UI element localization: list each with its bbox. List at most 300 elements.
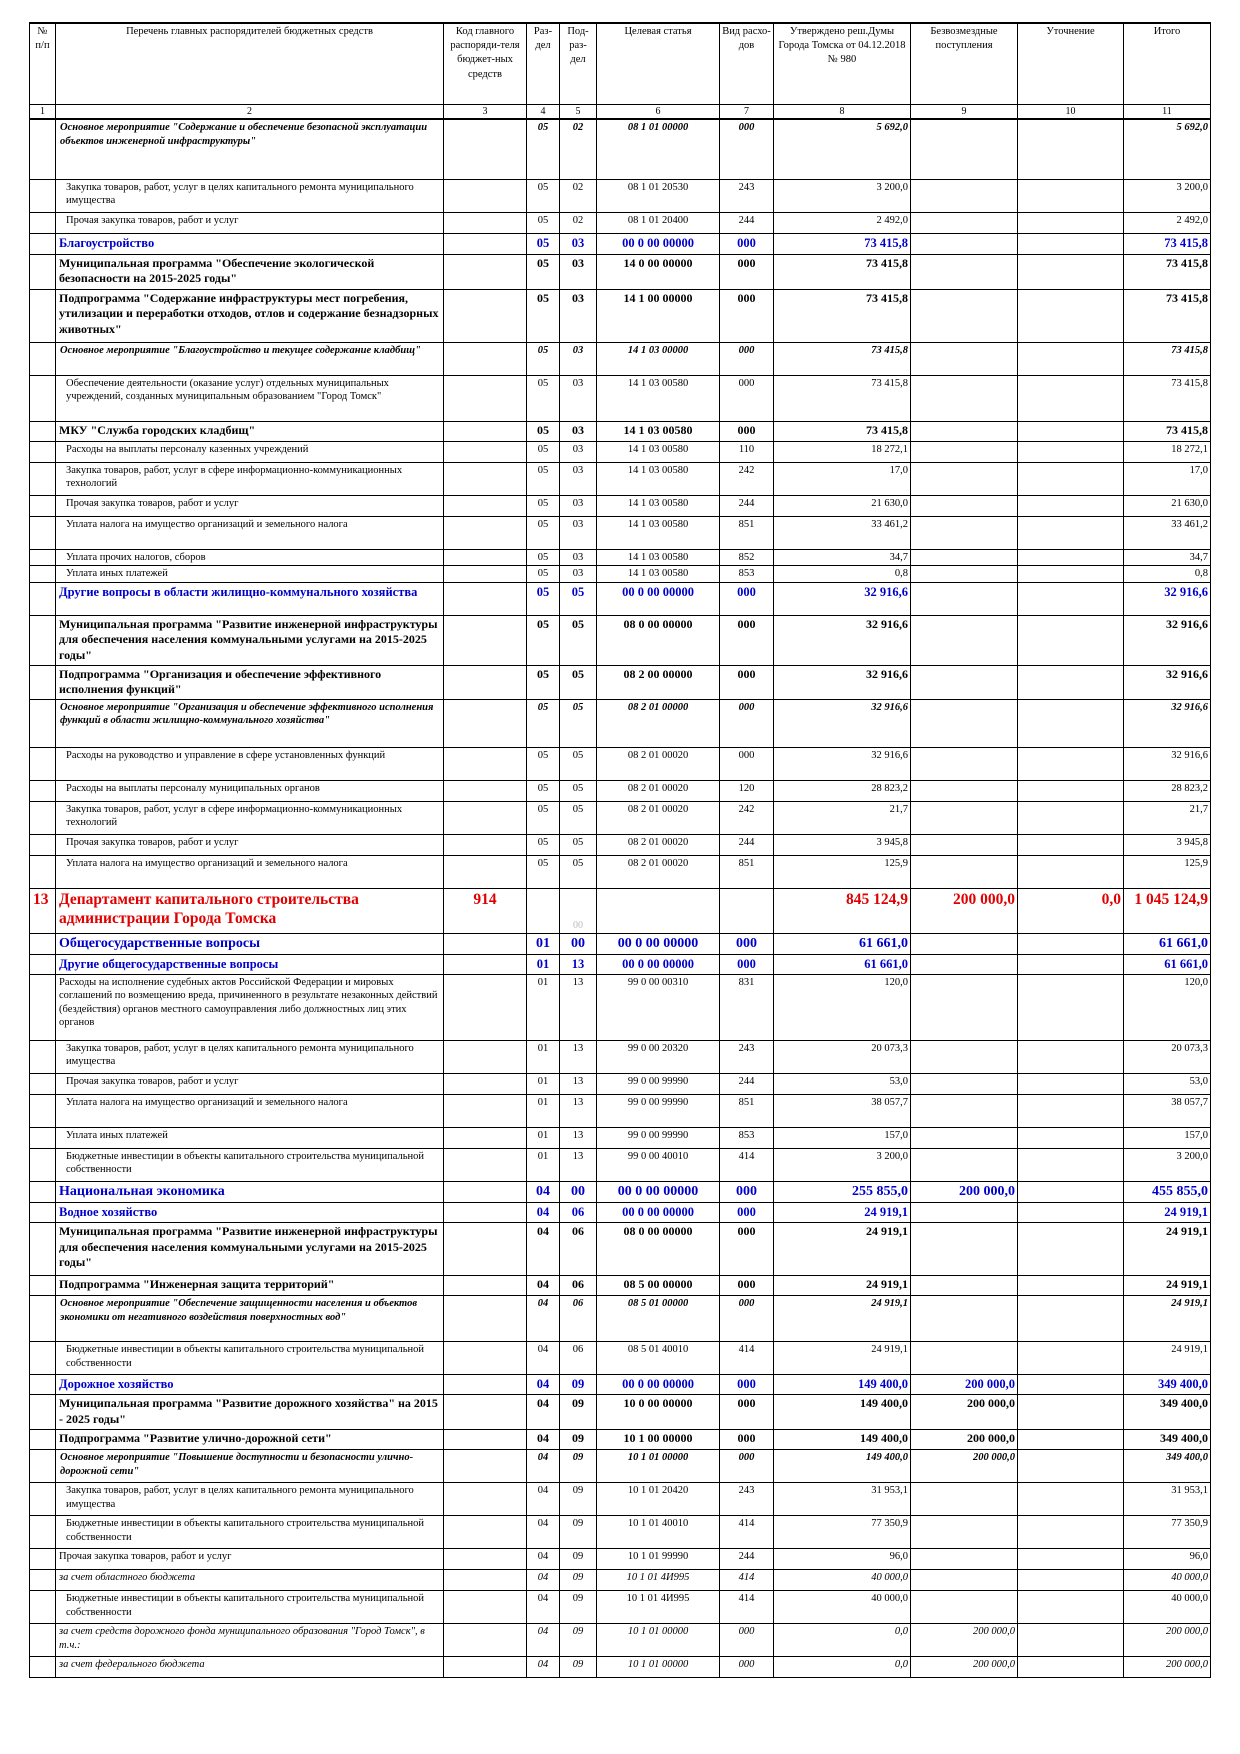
- row-podrazdel: 03: [560, 549, 597, 566]
- header-razdel: Раз-дел: [527, 23, 560, 105]
- table-row: [30, 1181, 1211, 1202]
- row-razdel: 01: [527, 1073, 560, 1094]
- row-number: [30, 582, 56, 615]
- row-free-receipts: [911, 1094, 1018, 1127]
- table-row: [30, 441, 1211, 462]
- row-code: [444, 1657, 527, 1678]
- table-row: [30, 179, 1211, 212]
- row-clarification: [1018, 254, 1124, 289]
- row-code: [444, 801, 527, 834]
- row-code: [444, 1094, 527, 1127]
- table-row: [30, 1296, 1211, 1342]
- row-name: Расходы на исполнение судебных актов Российской Федерации и мировых соглашений по возмещению вреда, причиненного в результате незаконных действий (бездействия) органов местного самоуправления либо должностных лиц этих органов: [56, 974, 444, 1040]
- row-number: [30, 1591, 56, 1624]
- row-total: 200 000,0: [1124, 1624, 1211, 1657]
- table-row: [30, 233, 1211, 254]
- row-podrazdel: 09: [560, 1549, 597, 1570]
- row-expense-type: 000: [720, 699, 774, 747]
- row-expense-type: 853: [720, 1127, 774, 1148]
- row-code: [444, 119, 527, 179]
- row-clarification: [1018, 441, 1124, 462]
- row-clarification: [1018, 233, 1124, 254]
- row-podrazdel: 05: [560, 582, 597, 615]
- row-podrazdel: 05: [560, 855, 597, 888]
- table-row: [30, 801, 1211, 834]
- row-name: Муниципальная программа "Развитие инженерной инфраструктуры для обеспечения населения коммунальными услугами на 2015-2025 годы": [56, 615, 444, 665]
- col-number: 11: [1124, 105, 1211, 120]
- row-clarification: [1018, 342, 1124, 375]
- table-row: [30, 1040, 1211, 1073]
- row-total: 20 073,3: [1124, 1040, 1211, 1073]
- row-podrazdel: 00: [560, 1181, 597, 1202]
- row-approved: 73 415,8: [774, 421, 911, 441]
- row-name: Национальная экономика: [56, 1181, 444, 1202]
- row-razdel: 01: [527, 933, 560, 954]
- row-approved: 24 919,1: [774, 1203, 911, 1223]
- row-podrazdel: 09: [560, 1483, 597, 1516]
- row-code: [444, 615, 527, 665]
- row-target-article: 00 0 00 00000: [597, 582, 720, 615]
- row-total: 21 630,0: [1124, 495, 1211, 516]
- row-target-article: 10 1 01 20420: [597, 1483, 720, 1516]
- col-number: 2: [56, 105, 444, 120]
- row-approved: 125,9: [774, 855, 911, 888]
- row-approved: 61 661,0: [774, 933, 911, 954]
- row-number: [30, 1395, 56, 1430]
- row-name: Расходы на руководство и управление в сфере установленных функций: [56, 747, 444, 780]
- row-approved: 21,7: [774, 801, 911, 834]
- row-clarification: [1018, 933, 1124, 954]
- row-approved: 3 200,0: [774, 179, 911, 212]
- row-clarification: [1018, 1395, 1124, 1430]
- row-code: [444, 549, 527, 566]
- row-name: Муниципальная программа "Развитие инженерной инфраструктуры для обеспечения населения коммунальными услугами на 2015-2025 годы": [56, 1223, 444, 1276]
- row-number: [30, 119, 56, 179]
- row-approved: 0,0: [774, 1657, 911, 1678]
- row-total: 24 919,1: [1124, 1276, 1211, 1296]
- row-expense-type: 000: [720, 342, 774, 375]
- row-code: [444, 954, 527, 974]
- col-number: 9: [911, 105, 1018, 120]
- row-approved: 0,0: [774, 1624, 911, 1657]
- row-podrazdel: 09: [560, 1624, 597, 1657]
- row-number: [30, 212, 56, 233]
- row-target-article: 99 0 00 99990: [597, 1127, 720, 1148]
- row-clarification: 0,0: [1018, 888, 1124, 933]
- row-code: [444, 1549, 527, 1570]
- row-number: [30, 1342, 56, 1375]
- row-number: [30, 1624, 56, 1657]
- row-total: 53,0: [1124, 1073, 1211, 1094]
- row-code: [444, 1276, 527, 1296]
- row-target-article: 08 2 01 00000: [597, 699, 720, 747]
- row-approved: 33 461,2: [774, 516, 911, 549]
- row-number: [30, 1450, 56, 1483]
- row-expense-type: 244: [720, 1549, 774, 1570]
- table-row: [30, 1450, 1211, 1483]
- row-total: 31 953,1: [1124, 1483, 1211, 1516]
- row-razdel: 05: [527, 342, 560, 375]
- row-total: 5 692,0: [1124, 119, 1211, 179]
- row-podrazdel: 06: [560, 1342, 597, 1375]
- row-name: Подпрограмма "Содержание инфраструктуры мест погребения, утилизации и переработки отходов, отлов и содержание безнадзорных животных": [56, 289, 444, 342]
- row-clarification: [1018, 1483, 1124, 1516]
- row-free-receipts: [911, 747, 1018, 780]
- row-number: [30, 1094, 56, 1127]
- row-clarification: [1018, 974, 1124, 1040]
- row-razdel: 04: [527, 1657, 560, 1678]
- row-podrazdel: 05: [560, 615, 597, 665]
- row-total: 61 661,0: [1124, 933, 1211, 954]
- row-number: [30, 549, 56, 566]
- table-row: [30, 665, 1211, 699]
- row-target-article: 14 1 03 00580: [597, 375, 720, 421]
- row-code: [444, 1395, 527, 1430]
- row-code: [444, 1342, 527, 1375]
- row-code: [444, 375, 527, 421]
- row-number: [30, 699, 56, 747]
- table-row: [30, 1549, 1211, 1570]
- row-razdel: 04: [527, 1375, 560, 1395]
- row-code: [444, 566, 527, 583]
- row-podrazdel: 09: [560, 1375, 597, 1395]
- row-free-receipts: [911, 1516, 1018, 1549]
- row-code: [444, 1203, 527, 1223]
- row-expense-type: 244: [720, 1073, 774, 1094]
- row-expense-type: 000: [720, 1276, 774, 1296]
- row-free-receipts: [911, 974, 1018, 1040]
- table-row: [30, 375, 1211, 421]
- row-clarification: [1018, 179, 1124, 212]
- row-approved: 149 400,0: [774, 1450, 911, 1483]
- row-razdel: 04: [527, 1624, 560, 1657]
- row-target-article: 10 1 01 40010: [597, 1516, 720, 1549]
- row-podrazdel: 09: [560, 1570, 597, 1591]
- row-approved: 24 919,1: [774, 1276, 911, 1296]
- table-row: [30, 1375, 1211, 1395]
- row-approved: 96,0: [774, 1549, 911, 1570]
- row-free-receipts: [911, 1073, 1018, 1094]
- row-approved: 24 919,1: [774, 1223, 911, 1276]
- row-code: [444, 582, 527, 615]
- row-podrazdel: 00: [560, 888, 597, 933]
- row-code: [444, 1148, 527, 1181]
- table-row: [30, 933, 1211, 954]
- row-clarification: [1018, 954, 1124, 974]
- row-target-article: 10 1 01 00000: [597, 1450, 720, 1483]
- row-podrazdel: 09: [560, 1430, 597, 1450]
- row-free-receipts: [911, 1203, 1018, 1223]
- row-free-receipts: [911, 495, 1018, 516]
- row-expense-type: 000: [720, 119, 774, 179]
- row-total: 40 000,0: [1124, 1570, 1211, 1591]
- table-row: [30, 855, 1211, 888]
- row-expense-type: 000: [720, 582, 774, 615]
- row-number: [30, 801, 56, 834]
- row-free-receipts: 200 000,0: [911, 1624, 1018, 1657]
- row-free-receipts: [911, 1591, 1018, 1624]
- row-clarification: [1018, 1570, 1124, 1591]
- row-approved: 3 200,0: [774, 1148, 911, 1181]
- row-clarification: [1018, 1296, 1124, 1342]
- row-podrazdel: 05: [560, 699, 597, 747]
- table-row: [30, 1203, 1211, 1223]
- row-name: Основное мероприятие "Организация и обеспечение эффективного исполнения функций в области жилищно-коммунального хозяйства": [56, 699, 444, 747]
- row-number: [30, 375, 56, 421]
- row-name: Основное мероприятие "Повышение доступности и безопасности улично-дорожной сети": [56, 1450, 444, 1483]
- row-razdel: 04: [527, 1181, 560, 1202]
- row-podrazdel: 03: [560, 342, 597, 375]
- row-clarification: [1018, 1549, 1124, 1570]
- table-row: [30, 289, 1211, 342]
- row-razdel: 05: [527, 289, 560, 342]
- row-free-receipts: [911, 954, 1018, 974]
- row-expense-type: 243: [720, 1040, 774, 1073]
- row-total: 3 200,0: [1124, 179, 1211, 212]
- row-podrazdel: 13: [560, 1148, 597, 1181]
- row-expense-type: 851: [720, 516, 774, 549]
- col-number: 1: [30, 105, 56, 120]
- row-code: [444, 1223, 527, 1276]
- row-free-receipts: 200 000,0: [911, 1181, 1018, 1202]
- table-row: [30, 119, 1211, 179]
- row-target-article: 10 1 01 99990: [597, 1549, 720, 1570]
- row-razdel: 05: [527, 495, 560, 516]
- row-target-article: 14 1 03 00580: [597, 421, 720, 441]
- row-total: 24 919,1: [1124, 1296, 1211, 1342]
- row-podrazdel: 03: [560, 289, 597, 342]
- row-podrazdel: 09: [560, 1395, 597, 1430]
- row-expense-type: 243: [720, 1483, 774, 1516]
- row-code: [444, 780, 527, 801]
- row-razdel: 04: [527, 1223, 560, 1276]
- row-name: Муниципальная программа "Обеспечение экологической безопасности на 2015-2025 годы": [56, 254, 444, 289]
- row-razdel: 05: [527, 375, 560, 421]
- row-razdel: 04: [527, 1549, 560, 1570]
- row-expense-type: 852: [720, 549, 774, 566]
- row-expense-type: 000: [720, 1296, 774, 1342]
- row-code: [444, 342, 527, 375]
- table-row: [30, 1483, 1211, 1516]
- row-approved: 53,0: [774, 1073, 911, 1094]
- row-expense-type: 000: [720, 1181, 774, 1202]
- row-free-receipts: 200 000,0: [911, 1375, 1018, 1395]
- row-code: [444, 421, 527, 441]
- row-expense-type: 000: [720, 1624, 774, 1657]
- row-name: Расходы на выплаты персоналу муниципальных органов: [56, 780, 444, 801]
- row-free-receipts: [911, 441, 1018, 462]
- row-name: Прочая закупка товаров, работ и услуг: [56, 495, 444, 516]
- row-code: [444, 1483, 527, 1516]
- row-target-article: 14 1 00 00000: [597, 289, 720, 342]
- row-podrazdel: 06: [560, 1276, 597, 1296]
- row-approved: 149 400,0: [774, 1375, 911, 1395]
- row-razdel: 01: [527, 1094, 560, 1127]
- row-expense-type: 244: [720, 495, 774, 516]
- header-free-receipts: Безвозмездные поступления: [911, 23, 1018, 105]
- col-number: 8: [774, 105, 911, 120]
- row-code: [444, 179, 527, 212]
- row-approved: 255 855,0: [774, 1181, 911, 1202]
- budget-table: [29, 22, 1211, 1678]
- row-expense-type: 853: [720, 566, 774, 583]
- row-razdel: 05: [527, 801, 560, 834]
- table-row: [30, 974, 1211, 1040]
- row-code: [444, 933, 527, 954]
- row-code: [444, 1570, 527, 1591]
- row-podrazdel: 03: [560, 421, 597, 441]
- row-clarification: [1018, 582, 1124, 615]
- row-total: 349 400,0: [1124, 1375, 1211, 1395]
- row-expense-type: 000: [720, 1223, 774, 1276]
- row-code: [444, 441, 527, 462]
- row-clarification: [1018, 855, 1124, 888]
- row-approved: 28 823,2: [774, 780, 911, 801]
- row-target-article: 14 1 03 00580: [597, 566, 720, 583]
- row-podrazdel: 09: [560, 1516, 597, 1549]
- row-approved: 5 692,0: [774, 119, 911, 179]
- row-name: МКУ "Служба городских кладбищ": [56, 421, 444, 441]
- row-target-article: 08 2 01 00020: [597, 855, 720, 888]
- row-target-article: 99 0 00 20320: [597, 1040, 720, 1073]
- row-razdel: 05: [527, 665, 560, 699]
- row-number: [30, 1127, 56, 1148]
- row-razdel: 05: [527, 254, 560, 289]
- row-number: [30, 1483, 56, 1516]
- row-podrazdel: 05: [560, 665, 597, 699]
- row-total: 32 916,6: [1124, 699, 1211, 747]
- row-free-receipts: [911, 212, 1018, 233]
- row-expense-type: 242: [720, 462, 774, 495]
- row-approved: 73 415,8: [774, 375, 911, 421]
- row-name: Благоустройство: [56, 233, 444, 254]
- table-row: [30, 1094, 1211, 1127]
- row-free-receipts: [911, 289, 1018, 342]
- row-free-receipts: [911, 1127, 1018, 1148]
- row-razdel: 05: [527, 441, 560, 462]
- row-number: [30, 179, 56, 212]
- row-name: Общегосударственные вопросы: [56, 933, 444, 954]
- row-free-receipts: [911, 699, 1018, 747]
- row-razdel: 05: [527, 615, 560, 665]
- col-number: 6: [597, 105, 720, 120]
- row-free-receipts: 200 000,0: [911, 1657, 1018, 1678]
- row-free-receipts: [911, 462, 1018, 495]
- row-name: Подпрограмма "Организация и обеспечение эффективного исполнения функций": [56, 665, 444, 699]
- row-code: [444, 974, 527, 1040]
- row-expense-type: 243: [720, 179, 774, 212]
- table-row: [30, 342, 1211, 375]
- row-razdel: 04: [527, 1483, 560, 1516]
- table-row: [30, 254, 1211, 289]
- row-expense-type: [720, 888, 774, 933]
- row-free-receipts: [911, 179, 1018, 212]
- row-razdel: 04: [527, 1342, 560, 1375]
- row-target-article: 14 0 00 00000: [597, 254, 720, 289]
- row-clarification: [1018, 1375, 1124, 1395]
- table-header: [30, 23, 1211, 119]
- header-expense-type: Вид расхо-дов: [720, 23, 774, 105]
- row-free-receipts: [911, 1223, 1018, 1276]
- row-podrazdel: 13: [560, 954, 597, 974]
- row-number: [30, 495, 56, 516]
- row-expense-type: 000: [720, 421, 774, 441]
- row-total: 349 400,0: [1124, 1430, 1211, 1450]
- row-clarification: [1018, 566, 1124, 583]
- row-approved: 61 661,0: [774, 954, 911, 974]
- row-free-receipts: [911, 119, 1018, 179]
- row-name: Закупка товаров, работ, услуг в целях капитального ремонта муниципального имущества: [56, 179, 444, 212]
- row-expense-type: 000: [720, 1203, 774, 1223]
- row-number: [30, 462, 56, 495]
- row-approved: 149 400,0: [774, 1395, 911, 1430]
- row-free-receipts: [911, 665, 1018, 699]
- row-number: [30, 1148, 56, 1181]
- table-row: [30, 495, 1211, 516]
- row-expense-type: 000: [720, 1430, 774, 1450]
- row-razdel: 04: [527, 1296, 560, 1342]
- row-clarification: [1018, 1591, 1124, 1624]
- row-podrazdel: 00: [560, 933, 597, 954]
- row-clarification: [1018, 1094, 1124, 1127]
- row-total: 73 415,8: [1124, 421, 1211, 441]
- row-total: 2 492,0: [1124, 212, 1211, 233]
- row-target-article: 08 5 01 00000: [597, 1296, 720, 1342]
- row-total: 3 200,0: [1124, 1148, 1211, 1181]
- row-clarification: [1018, 1203, 1124, 1223]
- table-row: [30, 1657, 1211, 1678]
- row-approved: 32 916,6: [774, 699, 911, 747]
- row-razdel: 05: [527, 566, 560, 583]
- row-target-article: 08 5 01 40010: [597, 1342, 720, 1375]
- row-approved: 34,7: [774, 549, 911, 566]
- row-approved: 32 916,6: [774, 747, 911, 780]
- row-name: Прочая закупка товаров, работ и услуг: [56, 1549, 444, 1570]
- row-code: [444, 289, 527, 342]
- row-clarification: [1018, 1450, 1124, 1483]
- row-clarification: [1018, 665, 1124, 699]
- row-approved: 20 073,3: [774, 1040, 911, 1073]
- row-free-receipts: [911, 1342, 1018, 1375]
- row-code: [444, 1516, 527, 1549]
- row-total: 200 000,0: [1124, 1657, 1211, 1678]
- row-code: [444, 1073, 527, 1094]
- row-total: 38 057,7: [1124, 1094, 1211, 1127]
- row-razdel: 05: [527, 119, 560, 179]
- row-total: 17,0: [1124, 462, 1211, 495]
- row-name: Расходы на выплаты персоналу казенных учреждений: [56, 441, 444, 462]
- row-target-article: 00 0 00 00000: [597, 1203, 720, 1223]
- row-clarification: [1018, 834, 1124, 855]
- row-expense-type: 000: [720, 747, 774, 780]
- row-total: 28 823,2: [1124, 780, 1211, 801]
- row-expense-type: 242: [720, 801, 774, 834]
- header-num: № п/п: [30, 23, 56, 105]
- table-row: [30, 615, 1211, 665]
- row-razdel: 01: [527, 1040, 560, 1073]
- row-expense-type: 244: [720, 212, 774, 233]
- row-code: [444, 212, 527, 233]
- header-target-article: Целевая статья: [597, 23, 720, 105]
- row-razdel: 05: [527, 179, 560, 212]
- row-podrazdel: 02: [560, 119, 597, 179]
- col-number: 7: [720, 105, 774, 120]
- row-razdel: 05: [527, 462, 560, 495]
- row-podrazdel: 05: [560, 834, 597, 855]
- table-row: [30, 954, 1211, 974]
- row-target-article: 99 0 00 40010: [597, 1148, 720, 1181]
- row-expense-type: 851: [720, 855, 774, 888]
